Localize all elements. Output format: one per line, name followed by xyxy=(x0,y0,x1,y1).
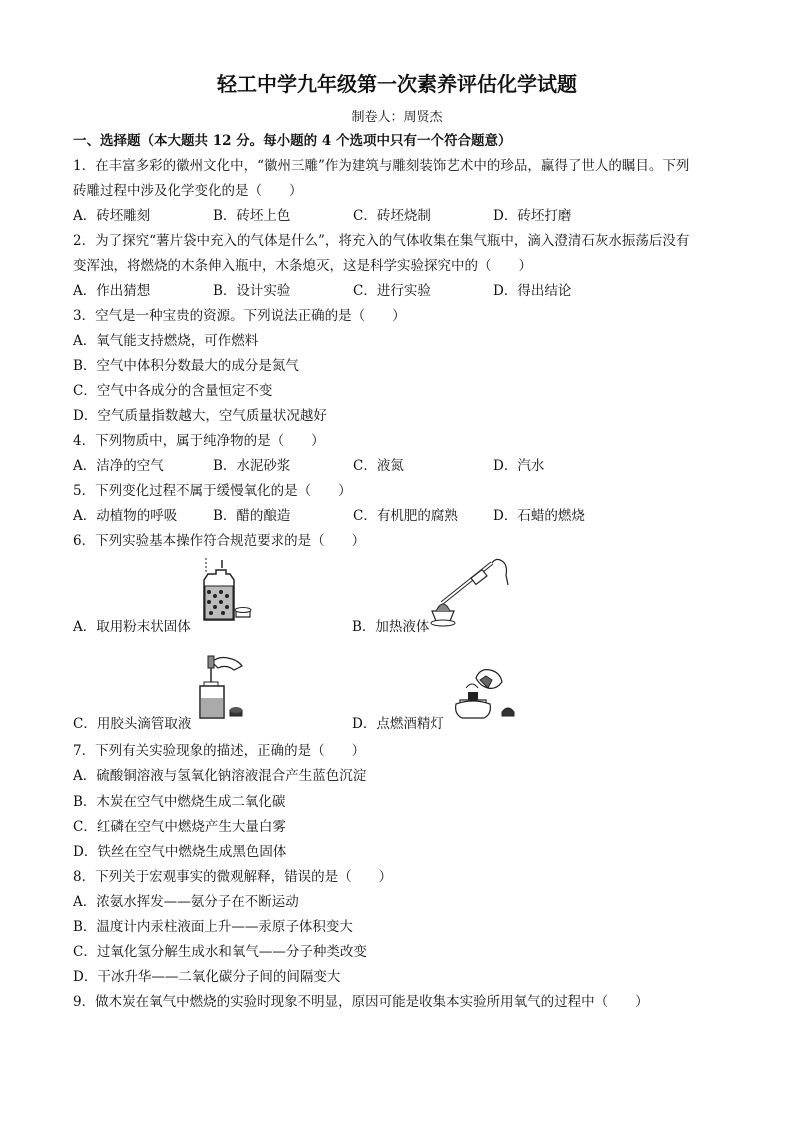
q3-option-a: A．氧气能支持燃烧，可作燃料 xyxy=(73,333,259,349)
q6-option-d: D．点燃酒精灯 xyxy=(352,716,444,732)
q5-stem: 5．下列变化过程不属于缓慢氧化的是（ ） xyxy=(73,483,352,499)
q4-option-c: C．液氮 xyxy=(353,458,404,474)
q5-option-d: D．石蜡的燃烧 xyxy=(493,508,585,524)
dropper-bottle-figure xyxy=(192,652,262,722)
q6-option-c: C．用胶头滴管取液 xyxy=(73,716,192,732)
q1-stem-line2: 砖雕过程中涉及化学变化的是（ ） xyxy=(73,183,303,199)
q4-option-a: A．洁净的空气 xyxy=(73,458,164,474)
q8-option-c: C．过氧化氢分解生成水和氧气——分子种类改变 xyxy=(73,944,367,960)
q2-option-b: B．设计实验 xyxy=(213,283,291,299)
q5-option-a: A．动植物的呼吸 xyxy=(73,508,178,524)
q2-stem-line2: 变浑浊，将燃烧的木条伸入瓶中，木条熄灭，这是科学实验探究中的（ ） xyxy=(73,258,532,274)
q2-option-a: A．作出猜想 xyxy=(73,283,151,299)
q3-option-b: B．空气中体积分数最大的成分是氮气 xyxy=(73,358,299,374)
q7-option-a: A．硫酸铜溶液与氢氧化钠溶液混合产生蓝色沉淀 xyxy=(73,768,367,784)
q1-option-a: A．砖坯雕刻 xyxy=(73,208,151,224)
section-heading: 一、选择题（本大题共 12 分。每小题的 4 个选项中只有一个符合题意） xyxy=(73,133,512,149)
q1-option-d: D．砖坯打磨 xyxy=(493,208,572,224)
q7-option-c: C．红磷在空气中燃烧产生大量白雾 xyxy=(73,819,286,835)
q3-option-d: D．空气质量指数越大，空气质量状况越好 xyxy=(73,408,327,424)
q7-stem: 7．下列有关实验现象的描述，正确的是（ ） xyxy=(73,743,366,759)
q2-stem-line1: 2．为了探究“薯片袋中充入的气体是什么”，将充入的气体收集在集气瓶中，滴入澄清石灰水振荡后没有 xyxy=(73,233,690,249)
q4-option-d: D．汽水 xyxy=(493,458,545,474)
q5-option-b: B．醋的酿造 xyxy=(213,508,291,524)
q4-stem: 4．下列物质中，属于纯净物的是（ ） xyxy=(73,433,325,449)
q6-stem: 6．下列实验基本操作符合规范要求的是（ ） xyxy=(73,533,366,549)
q6-option-b: B．加热液体 xyxy=(352,619,430,635)
q8-option-d: D．干冰升华——二氧化碳分子间的间隔变大 xyxy=(73,969,341,985)
author-line: 制卷人：周贤杰 xyxy=(351,110,443,125)
q9-stem: 9．做木炭在氧气中燃烧的实验时现象不明显，原因可能是收集本实验所用氧气的过程中（ ） xyxy=(73,994,649,1010)
q7-option-b: B．木炭在空气中燃烧生成二氧化碳 xyxy=(73,794,286,810)
q3-stem: 3．空气是一种宝贵的资源。下列说法正确的是（ ） xyxy=(73,308,406,324)
q2-option-c: C．进行实验 xyxy=(353,283,431,299)
heating-liquid-figure xyxy=(418,553,518,633)
q5-option-c: C．有机肥的腐熟 xyxy=(353,508,458,524)
powder-jar-figure xyxy=(192,556,256,626)
q1-option-c: C．砖坯烧制 xyxy=(353,208,431,224)
q8-option-a: A．浓氨水挥发——氨分子在不断运动 xyxy=(73,894,299,910)
q7-option-d: D．铁丝在空气中燃烧生成黑色固体 xyxy=(73,844,287,860)
q1-stem-line1: 1．在丰富多彩的徽州文化中，“徽州三雕”作为建筑与雕刻装饰艺术中的珍品，赢得了世人的瞩目。下列 xyxy=(73,158,690,174)
q8-option-b: B．温度计内汞柱液面上升——汞原子体积变大 xyxy=(73,919,353,935)
q6-option-a: A．取用粉末状固体 xyxy=(73,619,191,635)
q2-option-d: D．得出结论 xyxy=(493,283,572,299)
q8-stem: 8．下列关于宏观事实的微观解释，错误的是（ ） xyxy=(73,869,393,885)
page-title: 轻工中学九年级第一次素养评估化学试题 xyxy=(217,72,577,96)
q4-option-b: B．水泥砂浆 xyxy=(213,458,291,474)
q1-option-b: B．砖坯上色 xyxy=(213,208,291,224)
alcohol-lamp-figure xyxy=(452,664,520,724)
q3-option-c: C．空气中各成分的含量恒定不变 xyxy=(73,383,273,399)
